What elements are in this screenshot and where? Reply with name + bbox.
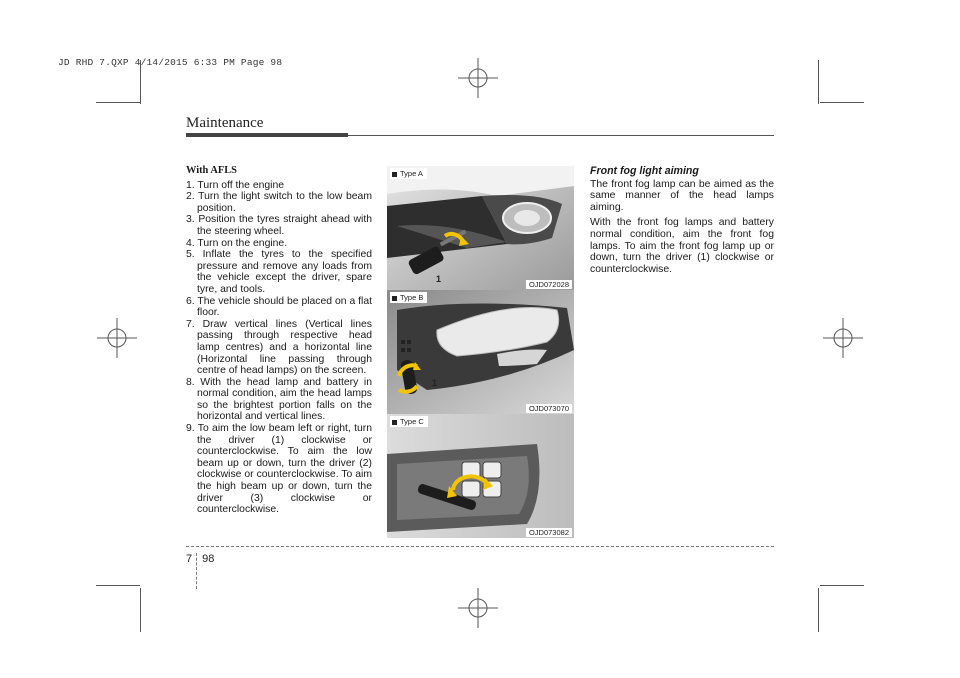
registration-mark-left	[97, 318, 137, 358]
crop-mark	[818, 588, 819, 632]
figure-type-label: Type A	[400, 169, 423, 178]
crop-mark	[820, 102, 864, 103]
bullet-square-icon	[392, 172, 397, 177]
fog-lamp-illustration-c	[387, 414, 574, 538]
step-item: 5. Inflate the tyres to the specified pressure and remove any loads from the vehicle except the driver, spare tyre, and tools.	[186, 249, 372, 295]
section-title: Maintenance	[186, 115, 264, 131]
figure-type-label: Type B	[400, 293, 424, 302]
fog-light-aiming-section	[590, 166, 774, 279]
page-number	[186, 553, 214, 589]
step-list	[186, 180, 372, 516]
print-slug: JD RHD 7.QXP 4/14/2015 6:33 PM Page 98	[58, 57, 283, 68]
figure-type-tag	[390, 292, 427, 303]
fog-lamp-illustration-a	[387, 166, 574, 290]
bullet-square-icon	[392, 296, 397, 301]
registration-mark-bottom	[458, 588, 498, 628]
step-item: 1. Turn off the engine	[186, 179, 285, 191]
registration-mark-right	[823, 318, 863, 358]
fog-lamp-illustration-b	[387, 290, 574, 414]
figure-code: OJD073070	[526, 404, 572, 413]
step-item: 9. To aim the low beam left or right, turn the driver (1) clockwise or counterclockwise. To aim the low beam up or down, turn the driver (2) clockwise or counterclockwise. To aim the high beam up or down, turn the driver (3) clockwise or counterclockwise.	[186, 423, 372, 516]
paragraph: The front fog lamp can be aimed as the same manner of the head lamps aiming.	[590, 178, 774, 213]
step-item: 6. The vehicle should be placed on a flat floor.	[186, 295, 372, 319]
crop-mark	[820, 585, 864, 586]
page-separator	[196, 553, 198, 589]
step-item: 4. Turn on the engine.	[186, 237, 288, 249]
bullet-square-icon	[392, 420, 397, 425]
page-number-value: 98	[202, 553, 215, 565]
figure-code: OJD072028	[526, 280, 572, 289]
crop-mark	[818, 60, 819, 104]
step-item: 2. Turn the light switch to the low beam position.	[186, 191, 372, 214]
figure-type-label: Type C	[400, 417, 424, 426]
footer-rule	[186, 546, 774, 547]
callout-number: 1	[436, 274, 442, 284]
figure-type-c	[387, 414, 574, 538]
step-item: 7. Draw vertical lines (Vertical lines passing through respective head lamp centres) and a horizontal line (Horizontal line passing through centre of head lamps) on the screen.	[186, 318, 372, 377]
title-rule	[348, 135, 774, 136]
chapter-number: 7	[186, 553, 193, 565]
step-item: 8. With the head lamp and battery in normal condition, aim the head lamps so the brightest portion falls on the horizontal and vertical lines.	[186, 376, 372, 423]
figure-type-tag	[390, 168, 427, 179]
paragraph: With the front fog lamps and battery normal condition, aim the front fog lamps. To aim the front fog lamp up or down, turn the driver (1) clockwise or counterclockwise.	[590, 217, 774, 275]
callout-number: 1	[432, 378, 438, 388]
title-bar	[186, 133, 348, 137]
crop-mark	[96, 585, 140, 586]
registration-mark-top	[458, 58, 498, 98]
crop-mark	[140, 588, 141, 632]
figure-code: OJD073082	[526, 528, 572, 537]
section-heading: Front fog light aiming	[590, 165, 699, 177]
subheading: With AFLS	[186, 165, 237, 176]
aiming-instructions	[186, 165, 372, 516]
crop-mark	[96, 102, 140, 103]
figure-type-b	[387, 290, 574, 414]
figure-type-a	[387, 166, 574, 290]
figure-type-tag	[390, 416, 428, 427]
step-item: 3. Position the tyres straight ahead with the steering wheel.	[186, 214, 372, 237]
